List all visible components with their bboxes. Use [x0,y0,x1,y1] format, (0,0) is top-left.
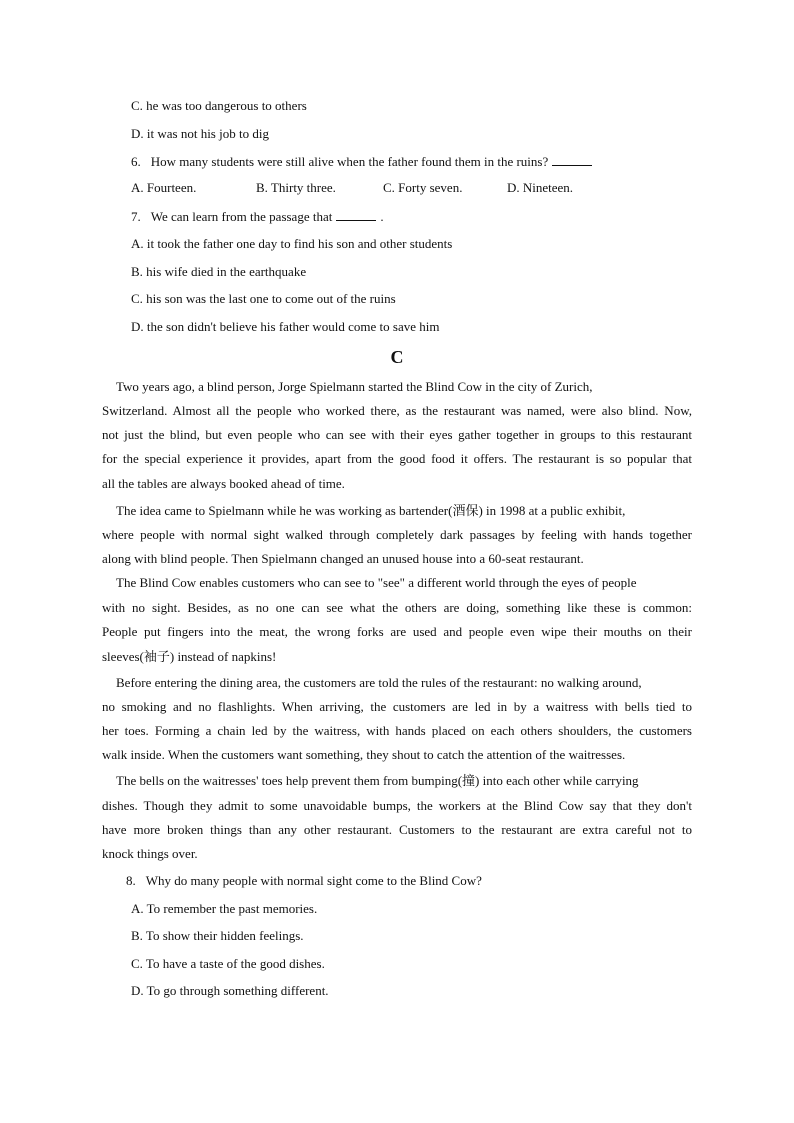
q6-blank [552,153,592,166]
passage-line: not just the blind, but even people who can see with their eyes gather together in groups to this restaurant [102,427,692,442]
passage-line: with no sight. Besides, as no one can see what the others are doing, something like these is common: [102,600,692,615]
passage-line: The Blind Cow enables customers who can see to "see" a different world through the eyes of people [116,575,637,590]
q7-stem-after: . [380,209,384,224]
q6-stem: How many students were still alive when the father found them in the ruins? [150,154,549,169]
q6-option-c: C. Forty seven. [383,180,463,195]
passage-line: have more broken things than any other restaurant. Customers to the restaurant are extra careful not to [102,822,692,837]
q6-option-b: B. Thirty three. [256,180,336,195]
passage-line: Before entering the dining area, the customers are told the rules of the restaurant: no walking around, [116,675,642,690]
q6-stem-line [131,153,592,170]
q7-stem-before: We can learn from the passage that [150,209,333,224]
q6-option-a: A. Fourteen. [131,180,197,195]
passage-line: dishes. Though they admit to some unavoidable bumps, the workers at the Blind Cow say that they don't [102,798,692,813]
q8-number: 8. [126,873,136,888]
q7-blank [336,208,376,221]
q5-option-d: D. it was not his job to dig [131,126,269,141]
passage-line: no smoking and no flashlights. When arriving, the customers are led in by a waitress with bells tied to [102,699,692,714]
passage-line: The idea came to Spielmann while he was working as bartender(酒保) in 1998 at a public exhibit, [116,503,626,518]
q8-stem-line [126,873,482,889]
passage-line: walk inside. When the customers want something, they shout to catch the attention of the waitresses. [102,747,626,762]
q6-option-d: D. Nineteen. [507,180,574,195]
q6-options-row [131,180,631,196]
q5-option-c: C. he was too dangerous to others [131,98,307,113]
q7-stem-line [131,208,384,225]
passage-line: her toes. Forming a chain led by the waitress, with hands placed on each others shoulders, the customers [102,723,692,738]
q8-option-a: A. To remember the past memories. [131,901,318,916]
q7-option-b: B. his wife died in the earthquake [131,264,307,279]
section-title: C [390,347,404,367]
passage-line: sleeves(袖子) instead of napkins! [102,649,277,664]
q7-option-c: C. his son was the last one to come out of the ruins [131,291,396,306]
passage-line: where people with normal sight walked through completely dark passages by feeling with hands together [102,527,692,542]
q6-number: 6. [131,154,141,169]
passage-line: The bells on the waitresses' toes help prevent them from bumping(撞) into each other while carrying [116,773,639,788]
passage-line: Switzerland. Almost all the people who worked there, as the restaurant was named, were also blind. Now, [102,403,692,418]
passage-line: all the tables are always booked ahead of time. [102,476,345,491]
q8-option-c: C. To have a taste of the good dishes. [131,956,325,971]
passage-line: knock things over. [102,846,198,861]
passage-line: People put fingers into the meat, the wrong forks are used and people even wipe their mouths on their [102,624,692,639]
q7-option-a: A. it took the father one day to find his son and other students [131,236,453,251]
q8-option-d: D. To go through something different. [131,983,329,998]
q7-option-d: D. the son didn't believe his father would come to save him [131,319,440,334]
q7-number: 7. [131,209,141,224]
passage-line: for the special experience it provides, apart from the good food it offers. The restaurant is so popular that [102,451,692,466]
passage-line: along with blind people. Then Spielmann changed an unused house into a 60-seat restaurant. [102,551,584,566]
q8-option-b: B. To show their hidden feelings. [131,928,304,943]
passage-line: Two years ago, a blind person, Jorge Spielmann started the Blind Cow in the city of Zurich, [116,379,593,394]
q8-stem: Why do many people with normal sight come to the Blind Cow? [145,873,482,888]
